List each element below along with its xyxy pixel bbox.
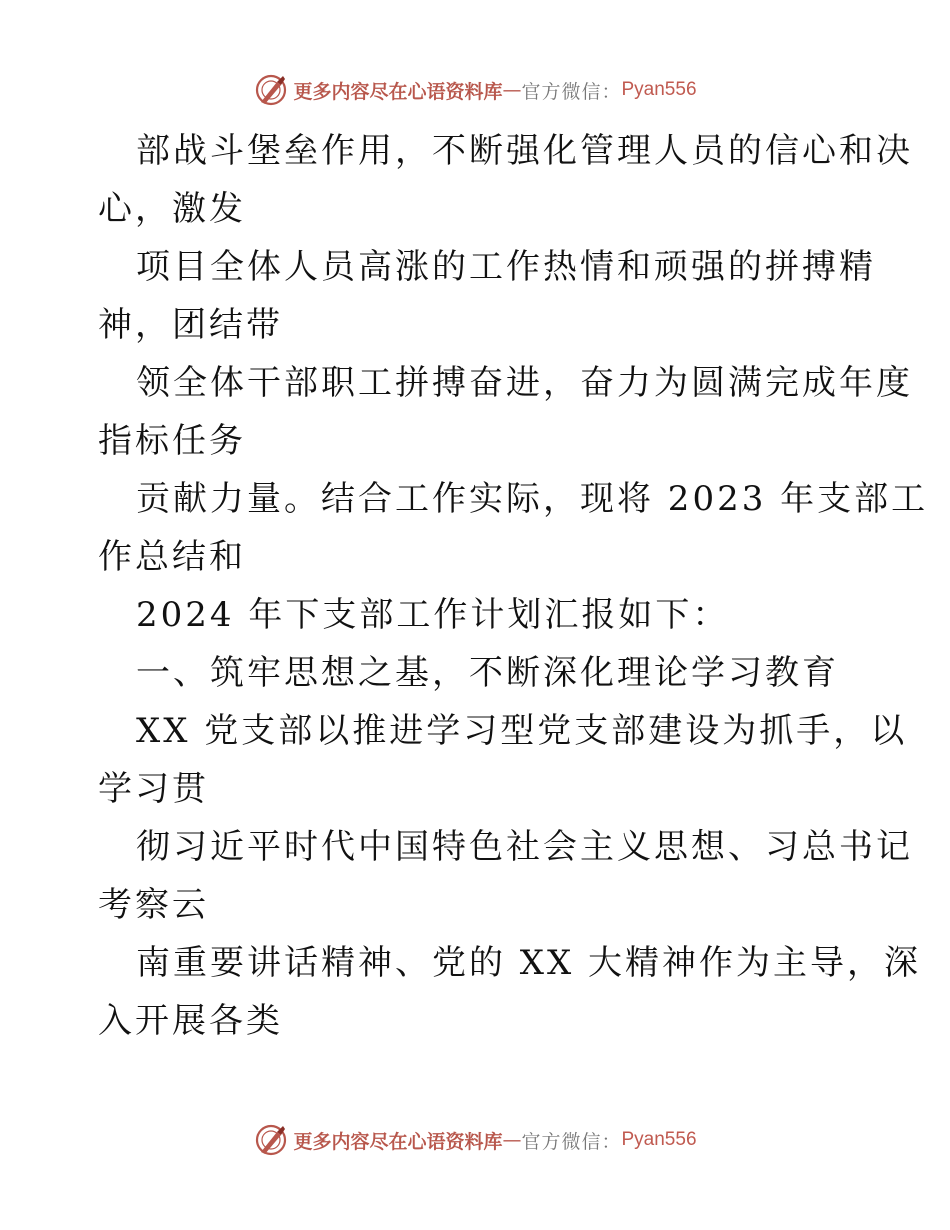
body-line: 学习贯 [98, 769, 209, 809]
body-line: 入开展各类 [98, 1001, 283, 1041]
footer-wechat-label: 官方微信： [521, 1130, 622, 1153]
header-wechat-label: 官方微信： [521, 80, 622, 103]
footer-wechat-id: Pyan556 [621, 1129, 697, 1150]
body-line: 部战斗堡垒作用，不断强化管理人员的信心和决 [136, 131, 913, 171]
pen-logo-icon [253, 1122, 289, 1158]
footer-banner [0, 1120, 950, 1160]
body-line: 作总结和 [98, 537, 246, 577]
body-line: 考察云 [98, 885, 209, 925]
document-body [98, 122, 929, 1050]
section-heading: 一、筑牢思想之基，不断深化理论学习教育 [136, 653, 839, 693]
body-line: 南重要讲话精神、党的 XX 大精神作为主导，深 [136, 943, 922, 983]
header-banner [0, 70, 950, 110]
body-line: 领全体干部职工拼搏奋进，奋力为圆满完成年度 [136, 363, 913, 403]
body-line: 指标任务 [98, 421, 246, 461]
body-line: XX 党支部以推进学习型党支部建设为抓手，以 [136, 711, 908, 751]
body-line: 彻习近平时代中国特色社会主义思想、习总书记 [136, 827, 913, 867]
header-promo-text: 更多内容尽在心语资料库 [293, 80, 503, 103]
body-line: 心，激发 [98, 189, 246, 229]
body-line: 神，团结带 [98, 305, 283, 345]
header-dash: — [502, 79, 522, 101]
footer-dash: — [502, 1129, 522, 1151]
pen-logo-icon [253, 72, 289, 108]
body-line: 项目全体人员高涨的工作热情和顽强的拼搏精 [136, 247, 876, 287]
body-line: 贡献力量。结合工作实际，现将 2023 年支部工 [136, 479, 929, 519]
body-line: 2024 年下支部工作计划汇报如下： [136, 595, 730, 635]
footer-promo-text: 更多内容尽在心语资料库 [293, 1130, 503, 1153]
header-wechat-id: Pyan556 [621, 79, 697, 100]
